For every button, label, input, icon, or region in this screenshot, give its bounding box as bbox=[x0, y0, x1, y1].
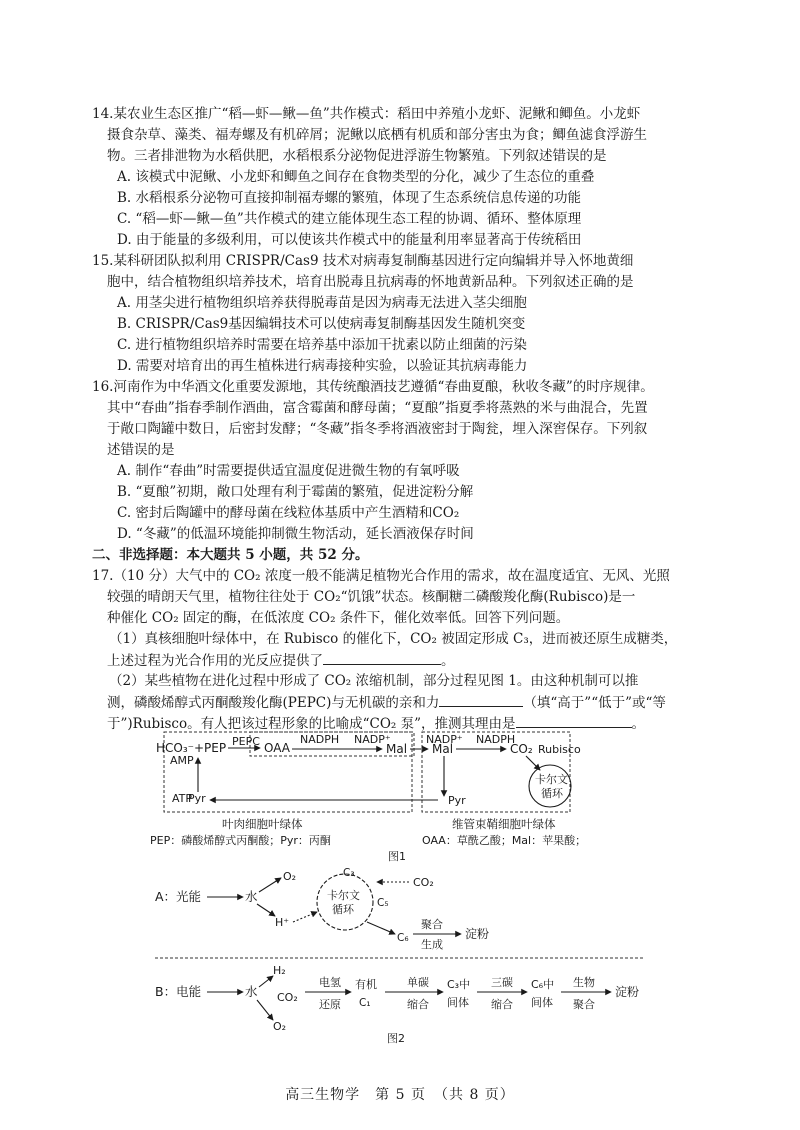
o2-label-a: O₂ bbox=[283, 870, 297, 883]
figure-2-caption: 图2 bbox=[387, 1032, 405, 1045]
water-label-b: 水 bbox=[245, 984, 258, 999]
water-to-o2-arrow-b bbox=[257, 1000, 273, 1020]
organic-label-1: 有机 bbox=[355, 978, 377, 991]
amp-label: AMP bbox=[170, 754, 194, 767]
mesophyll-label: 叶肉细胞叶绿体 bbox=[222, 817, 303, 831]
o2-label-b: O₂ bbox=[273, 1020, 287, 1033]
calvin-label-2: 循环 bbox=[541, 787, 563, 800]
co2-label-a: CO₂ bbox=[413, 876, 434, 889]
fig2-b-label: B：电能 bbox=[155, 984, 202, 999]
pyr-label-right: Pyr bbox=[448, 794, 466, 807]
organic-label-2: C₁ bbox=[359, 997, 371, 1009]
q16-option-b: B. “夏酿”初期，敞口处理有利于霉菌的繁殖，促进淀粉分解 bbox=[117, 484, 474, 500]
nadp-label: NADP⁺ bbox=[354, 733, 391, 746]
q16-stem-line: 于敞口陶罐中数日，后密封发酵；“冬藏”指冬季将酒液密封于陶瓮，埋入深窖保存。下列叙 bbox=[107, 421, 648, 437]
water-label-a: 水 bbox=[245, 889, 258, 904]
elec-hydrogen-label-1: 电氢 bbox=[319, 976, 341, 989]
calvin-cycle-circle-a bbox=[317, 874, 373, 930]
co2-label-b: CO₂ bbox=[277, 991, 298, 1004]
nadp-label-right: NADP⁺ bbox=[426, 733, 463, 746]
h2-label: H₂ bbox=[273, 964, 286, 977]
q14-option-a: A. 该模式中泥鳅、小龙虾和鲫鱼之间存在食物类型的分化，减少了生态位的重叠 bbox=[117, 169, 595, 185]
pepc-label: PEPC bbox=[232, 735, 260, 748]
q16-option-a: A. 制作“春曲”时需要提供适宜温度促进微生物的有氧呼吸 bbox=[117, 463, 460, 479]
q15-option-a: A. 用茎尖进行植物组织培养获得脱毒苗是因为病毒无法进入茎尖细胞 bbox=[117, 295, 527, 311]
calvin-label-a2: 循环 bbox=[332, 903, 354, 916]
legend-left: PEP：磷酸烯醇式丙酮酸；Pyr：丙酮 bbox=[150, 834, 331, 847]
h-label: H⁺ bbox=[275, 916, 290, 929]
nadph-label: NADPH bbox=[300, 733, 340, 746]
bio-polymer-label-1: 生物 bbox=[573, 976, 595, 989]
calvin-to-c6-arrow bbox=[367, 922, 395, 934]
bundle-sheath-label: 维管束鞘细胞叶绿体 bbox=[452, 817, 556, 831]
answer-blank-1[interactable] bbox=[323, 650, 441, 665]
q17-stem-line: 种催化 CO₂ 固定的酶，在低浓度 CO₂ 条件下，催化效率低。回答下列问题。 bbox=[107, 610, 570, 626]
q14-stem-line: 14.某农业生态区推广“稻—虾—鳅—鱼”共作模式：稻田中养殖小龙虾、泥鳅和鲫鱼。小龙虾 bbox=[92, 106, 641, 122]
answer-blank-3[interactable] bbox=[516, 713, 632, 728]
calvin-cycle-circle bbox=[529, 765, 571, 807]
q17-part1-answer-line bbox=[107, 650, 455, 671]
q15-option-b: B. CRISPR/Cas9基因编辑技术可以使病毒复制酶基因发生随机突变 bbox=[117, 316, 526, 332]
q15-option-c: C. 进行植物组织培养时需要在培养基中添加干扰素以防止细菌的污染 bbox=[117, 337, 527, 353]
tri-carbon-label-2: 缩合 bbox=[491, 998, 513, 1011]
q14-option-c: C. “稻—虾—鳅—鱼”共作模式的建立能体现生态工程的协调、循环、整体原理 bbox=[117, 211, 582, 227]
bio-polymer-label-2: 聚合 bbox=[573, 998, 595, 1011]
c3-intermediate-label-1: C₃中 bbox=[447, 978, 471, 991]
co2-to-calvin-arrow bbox=[526, 756, 540, 770]
q16-option-c: C. 密封后陶罐中的酵母菌在线粒体基质中产生酒精和CO₂ bbox=[117, 505, 460, 521]
c6-intermediate-label-1: C₆中 bbox=[531, 978, 555, 991]
q17-part2-hint: （填“高于”“低于”或“等 bbox=[523, 695, 666, 711]
mal-label-right: Mal bbox=[432, 742, 454, 756]
q16-stem-line: 16.河南作为中华酒文化重要发源地，其传统酿酒技艺遵循“春曲夏酿，秋收冬藏”的时序规律。 bbox=[92, 379, 654, 395]
q17-part2-line: （2）某些植物在进化过程中形成了 CO₂ 浓缩机制，部分过程见图 1。由这种机制可以推 bbox=[109, 673, 639, 689]
q17-part2-text: 测，磷酸烯醇式丙酮酸羧化酶(PEPC)与无机碳的亲和力 bbox=[107, 695, 440, 711]
water-to-h-arrow bbox=[257, 904, 275, 916]
q17-part2-end: 。 bbox=[631, 716, 646, 732]
c3-label: C₃ bbox=[343, 868, 355, 879]
answer-blank-2[interactable] bbox=[439, 692, 523, 707]
q14-stem-line: 物。三者排泄物为水稻供肥，水稻根系分泌物促进浮游生物繁殖。下列叙述错误的是 bbox=[107, 148, 607, 164]
q17-part2-reason: 于”)Rubisco。有人把该过程形象的比喻成“CO₂ 泵”，推测其理由是 bbox=[107, 716, 516, 732]
q16-option-d: D. “冬藏”的低温环境能抑制微生物活动，延长酒液保存时间 bbox=[117, 526, 474, 542]
q17-part1-text: 上述过程为光合作用的光反应提供了 bbox=[107, 653, 323, 669]
legend-right: OAA：草酰乙酸；Mal：苹果酸； bbox=[422, 834, 587, 847]
q14-option-d: D. 由于能量的多级利用，可以使该共作模式中的能量利用率显著高于传统稻田 bbox=[117, 232, 582, 248]
h-to-calvin-arrow bbox=[293, 912, 317, 922]
atp-label: ATP bbox=[172, 792, 193, 805]
single-carbon-label-1: 单碳 bbox=[407, 976, 429, 989]
oaa-label: OAA bbox=[264, 741, 290, 755]
polymerize-label-1: 聚合 bbox=[421, 918, 443, 931]
q16-stem-line: 述错误的是 bbox=[107, 442, 175, 458]
c5-label: C₅ bbox=[377, 897, 389, 909]
co2-label: CO₂ bbox=[510, 742, 533, 756]
q17-stem-line: 较强的晴朗天气里，植物往往处于 CO₂“饥饿”状态。核酮糖二磷酸羧化酶(Rubisco)是一 bbox=[107, 589, 636, 605]
starch-label-b: 淀粉 bbox=[615, 985, 640, 999]
figure-1 bbox=[150, 730, 630, 865]
calvin-label-a1: 卡尔文 bbox=[327, 889, 360, 902]
calvin-label-1: 卡尔文 bbox=[535, 773, 568, 786]
section-heading: 二、非选择题：本大题共 5 小题，共 52 分。 bbox=[92, 547, 369, 563]
q17-stem-line: 17.（10 分）大气中的 CO₂ 浓度一般不能满足植物光合作用的需求，故在温度适宜、无风、光照 bbox=[92, 568, 670, 584]
figure-1-caption: 图1 bbox=[388, 850, 406, 863]
single-carbon-label-2: 缩合 bbox=[407, 998, 429, 1011]
starch-label-a: 淀粉 bbox=[465, 927, 490, 941]
q14-option-b: B. 水稻根系分泌物可直接抑制福寿螺的繁殖，体现了生态系统信息传递的功能 bbox=[117, 190, 582, 206]
water-to-h2-arrow bbox=[259, 976, 273, 987]
c3-intermediate-label-2: 间体 bbox=[447, 996, 469, 1009]
q15-stem-line: 15.某科研团队拟利用 CRISPR/Cas9 技术对病毒复制酶基因进行定向编辑并导入怀地黄细 bbox=[92, 253, 634, 269]
water-to-o2-arrow bbox=[259, 878, 281, 892]
q17-part1-line: （1）真核细胞叶绿体中，在 Rubisco 的催化下，CO₂ 被固定形成 C₃，进而被还原生成糖类， bbox=[109, 631, 678, 647]
q17-part1-end: 。 bbox=[441, 653, 455, 669]
q17-part2-answer-line bbox=[107, 692, 666, 713]
q14-stem-line: 摄食杂草、藻类、福寿螺及有机碎屑；泥鳅以底栖有机质和部分害虫为食；鲫鱼滤食浮游生 bbox=[107, 127, 647, 143]
fig2-a-label: A：光能 bbox=[155, 889, 202, 904]
q15-option-d: D. 需要对培育出的再生植株进行病毒接种实验，以验证其抗病毒能力 bbox=[117, 358, 528, 374]
tri-carbon-label-1: 三碳 bbox=[491, 976, 513, 989]
c6-intermediate-label-2: 间体 bbox=[531, 996, 553, 1009]
pyr-label-left: Pyr bbox=[188, 792, 206, 805]
mal-label: Mal bbox=[386, 742, 408, 756]
nadph-label-right: NADPH bbox=[476, 733, 516, 746]
q15-stem-line: 胞中，结合植物组织培养技术，培育出脱毒且抗病毒的怀地黄新品种。下列叙述正确的是 bbox=[107, 274, 634, 290]
polymerize-label-2: 生成 bbox=[421, 938, 443, 951]
c6-label: C₆ bbox=[397, 932, 409, 944]
q16-stem-line: 其中“春曲”指春季制作酒曲，富含霉菌和酵母菌；“夏酿”指夏季将蒸熟的米与曲混合，先置 bbox=[107, 400, 648, 416]
figure-2 bbox=[155, 868, 655, 1048]
hco3-pep-label: HCO₃⁻+PEP bbox=[156, 741, 227, 755]
elec-hydrogen-label-2: 还原 bbox=[319, 998, 341, 1011]
page-footer: 高三生物学 第 5 页 （共 8 页） bbox=[285, 1087, 515, 1103]
rubisco-label: Rubisco bbox=[538, 743, 581, 756]
